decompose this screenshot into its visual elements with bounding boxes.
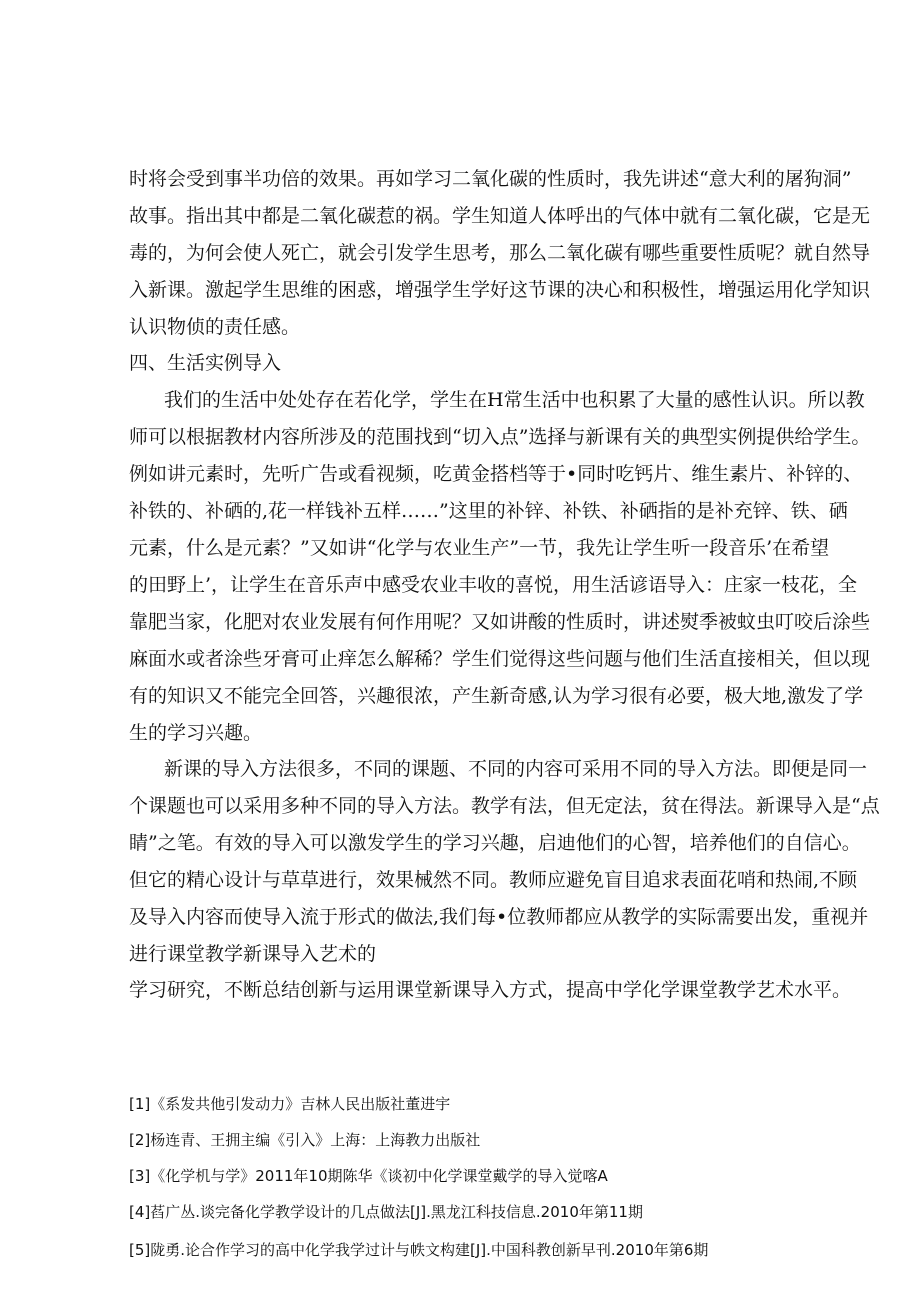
text-line: 补铁的、补硒的,花一样钱补五样……”这里的补锌、补铁、补硒指的是补充锌、铁、硒 [129,500,848,522]
text-line: 的田野上’，让学生在音乐声中感受农业丰收的喜悦，用生活谚语导入：庄家一枝花，全 [129,574,858,596]
reference-item: [3]《化学机与学》2011年10期陈华《谈初中化学课堂戴学的导入觉喀A [129,1167,608,1185]
text-line: 及导入内容而使导入流于形式的做法,我们每•位教师都应从教学的实际需要出发，重视并 [129,906,869,928]
text-line: 但它的精心设计与草草进行，效果械然不同。教师应避免盲目追求表面花哨和热闹,不顾 [129,869,858,891]
text-line: 生的学习兴趣。 [129,722,263,744]
reference-item: [2]杨连青、王拥主编《引入》上海：上海教力出版社 [129,1131,481,1149]
text-line: 入新课。激起学生思维的困惑，增强学生学好这节课的决心和积极性，增强运用化学知识 [129,279,871,301]
text-line: 学习研究，不断总结创新与运用课堂新课导入方式，提高中学化学课堂教学艺术水平。 [129,979,852,1001]
text-line: 进行课堂教学新课导入艺术的 [129,943,377,965]
text-line: 故事。指出其中都是二氧化碳惹的祸。学生知道人体呼出的气体中就有二氧化碳，它是无 [129,205,871,227]
text-line: 有的知识又不能完全回答，兴趣很浓，产生新奇感,认为学习很有必要，极大地,激发了学 [129,685,864,707]
text-line: 认识物侦的责任感。 [129,316,301,338]
text-line: 靠肥当家，化肥对农业发展有何作用呢？又如讲酸的性质时，讲述熨季被蚊虫叮咬后涂些 [129,611,871,633]
text-line: 睛”之笔。有效的导入可以激发学生的学习兴趣，启迪他们的心智，培养他们的自信心。 [129,832,861,854]
text-line: 例如讲元素时，先听广告或看视频，吃黄金搭档等于•同时吃钙片、维生素片、补锌的、 [129,463,863,485]
reference-item: [4]萏广丛.谈完备化学教学设计的几点做法[J].黑龙江科技信息.2010年第11期 [129,1203,643,1221]
reference-item: [1]《系发共他引发动力》吉林人民出版社董进宇 [129,1095,451,1113]
reference-item: [5]陇勇.论合作学习的高中化学我学过计与帙文构建[J].中国科教创新早刊.2010年第6期 [129,1241,709,1259]
text-line: 个课题也可以采用多种不同的导入方法。教学有法，但无定法，贫在得法。新课导入是“点 [129,795,880,817]
text-line: 时将会受到事半功倍的效果。再如学习二氧化碳的性质时，我先讲述“意大利的屠狗洞” [129,168,852,190]
text-line: 新课的导入方法很多，不同的课题、不同的内容可采用不同的导入方法。即便是同一 [164,758,868,780]
text-line: 麻面水或者涂些牙膏可止痒怎么解稀？学生们觉得这些问题与他们生活直接相关，但以现 [129,648,871,670]
text-line: 毒的，为何会使人死亡，就会引发学生思考，那么二氧化碳有哪些重要性质呢？就自然导 [129,242,871,264]
section-heading: 四、生活实例导入 [129,352,282,374]
text-line: 我们的生活中处处存在若化学，学生在H常生活中也积累了大量的感性认识。所以教 [164,389,865,411]
text-line: 师可以根据教材内容所涉及的范围找到“切入点”选择与新课有关的典型实例提供给学生。 [129,426,871,448]
text-line: 元素，什么是元素？”又如讲“化学与农业生产”一节，我先让学生听一段音乐’在希望 [129,537,830,559]
